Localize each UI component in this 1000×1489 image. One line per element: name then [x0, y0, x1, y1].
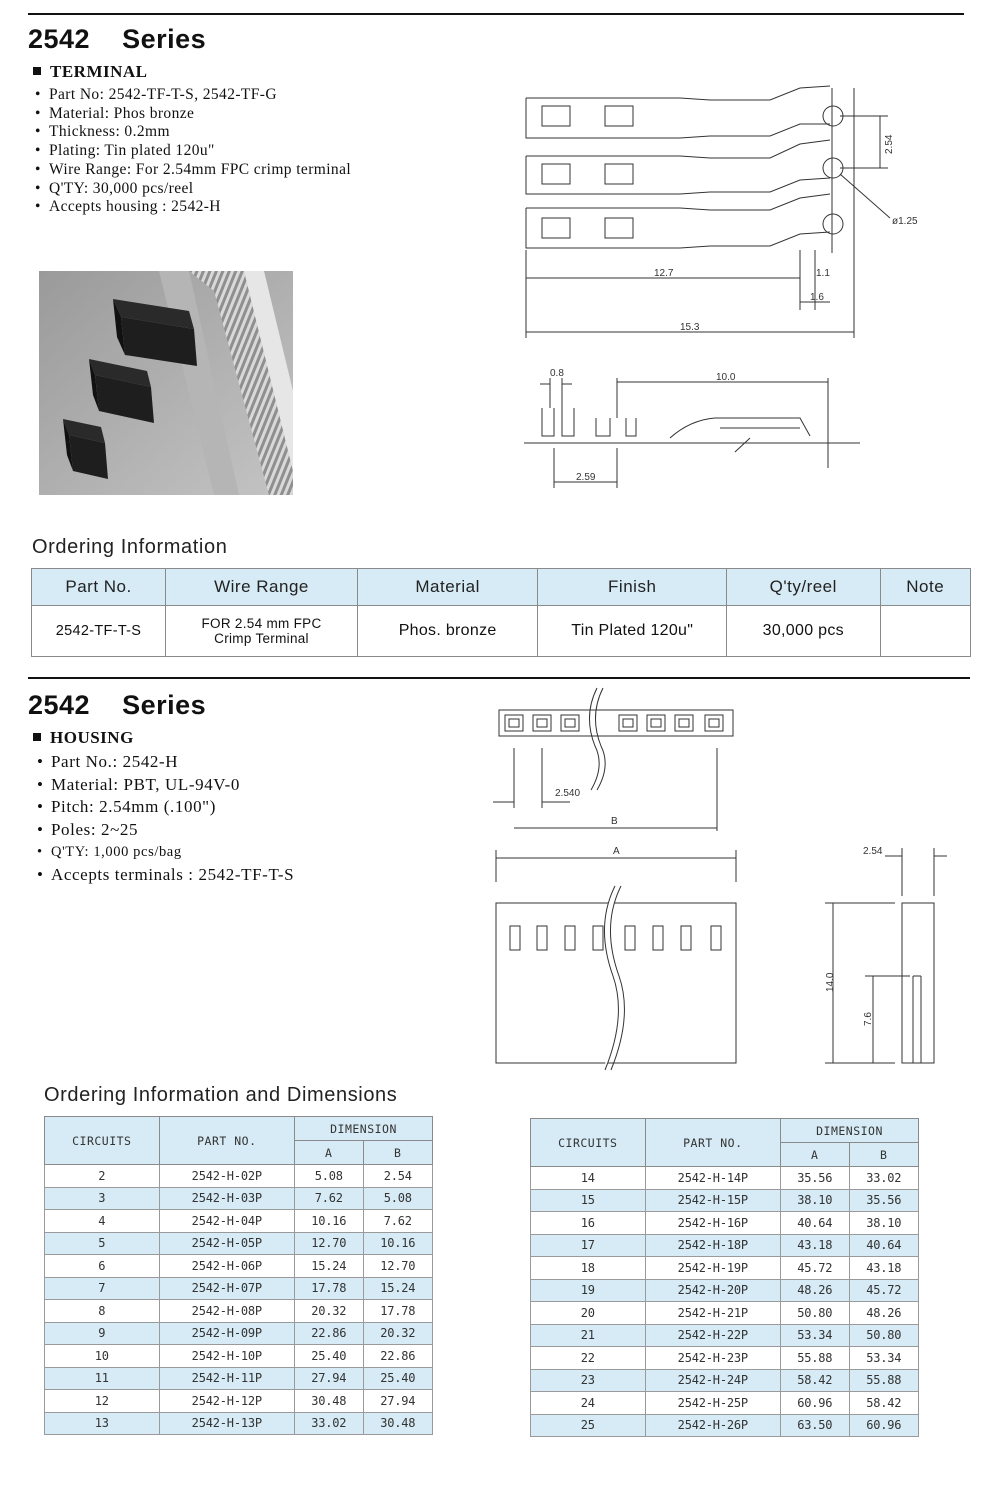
cell-b: 10.16	[363, 1232, 432, 1255]
cell-part-no: 2542-H-11P	[159, 1367, 294, 1390]
spec-item: • Material: Phos bronze	[33, 105, 351, 124]
col-wire-range: Wire Range	[166, 569, 358, 606]
table-row	[531, 1257, 919, 1280]
table-row	[45, 1300, 433, 1323]
spec-item: • Q'TY: 1,000 pcs/bag	[35, 841, 294, 864]
cell-material: Phos. bronze	[357, 606, 537, 657]
col-dimension: DIMENSION	[295, 1117, 433, 1141]
cell-b: 25.40	[363, 1367, 432, 1390]
series-word: Series	[122, 24, 207, 54]
cell-part-no: 2542-H-08P	[159, 1300, 294, 1323]
col-part-no: PART NO.	[645, 1119, 780, 1167]
cell-a: 33.02	[295, 1412, 364, 1435]
cell-b: 2.54	[363, 1165, 432, 1188]
table-row	[531, 1392, 919, 1415]
bullet-square-icon	[33, 733, 41, 741]
table-row	[531, 1369, 919, 1392]
cell-b: 30.48	[363, 1412, 432, 1435]
cell-part-no: 2542-TF-T-S	[32, 606, 166, 657]
cell-a: 48.26	[781, 1279, 850, 1302]
cell-circuits: 22	[531, 1347, 646, 1370]
spec-item: • Part No: 2542-TF-T-S, 2542-TF-G	[33, 86, 351, 105]
col-finish: Finish	[538, 569, 727, 606]
cell-circuits: 23	[531, 1369, 646, 1392]
col-a: A	[295, 1141, 364, 1165]
col-part-no: PART NO.	[159, 1117, 294, 1165]
dim-pitch: 2.54	[884, 134, 895, 154]
table-row	[531, 1347, 919, 1370]
cell-a: 22.86	[295, 1322, 364, 1345]
cell-part-no: 2542-H-21P	[645, 1302, 780, 1325]
dimension-rows-right	[531, 1167, 919, 1437]
series-number: 2542	[28, 690, 91, 720]
dim-housing-pitch: 2.540	[555, 788, 581, 799]
cell-circuits: 3	[45, 1187, 160, 1210]
table-row	[531, 1167, 919, 1190]
housing-series-title	[28, 690, 206, 721]
cell-b: 50.80	[849, 1324, 918, 1347]
dim-height: 14.0	[825, 972, 836, 992]
cell-b: 12.70	[363, 1255, 432, 1278]
spec-item: • Poles: 2~25	[35, 819, 294, 842]
cell-a: 55.88	[781, 1347, 850, 1370]
cell-a: 12.70	[295, 1232, 364, 1255]
table-row	[531, 1279, 919, 1302]
cell-b: 35.56	[849, 1189, 918, 1212]
cell-part-no: 2542-H-18P	[645, 1234, 780, 1257]
cell-part-no: 2542-H-15P	[645, 1189, 780, 1212]
table-row	[531, 1189, 919, 1212]
cell-circuits: 15	[531, 1189, 646, 1212]
terminal-drawing	[510, 78, 950, 488]
cell-part-no: 2542-H-23P	[645, 1347, 780, 1370]
dim-b: B	[611, 816, 618, 827]
dim-a: A	[613, 846, 620, 857]
spec-item: • Pitch: 2.54mm (.100")	[35, 796, 294, 819]
cell-finish: Tin Plated 120u"	[538, 606, 727, 657]
cell-b: 33.02	[849, 1167, 918, 1190]
cell-circuits: 21	[531, 1324, 646, 1347]
table-row	[531, 1234, 919, 1257]
spec-item: • Plating: Tin plated 120u"	[33, 142, 351, 161]
table-row	[45, 1322, 433, 1345]
cell-a: 63.50	[781, 1414, 850, 1437]
dim-153: 15.3	[680, 322, 700, 333]
product-photo	[39, 271, 293, 495]
spec-item: • Thickness: 0.2mm	[33, 123, 351, 142]
cell-circuits: 10	[45, 1345, 160, 1368]
cell-b: 53.34	[849, 1347, 918, 1370]
cell-a: 17.78	[295, 1277, 364, 1300]
table-row	[45, 1255, 433, 1278]
cell-b: 15.24	[363, 1277, 432, 1300]
cell-circuits: 11	[45, 1367, 160, 1390]
cell-b: 5.08	[363, 1187, 432, 1210]
cell-b: 17.78	[363, 1300, 432, 1323]
cell-circuits: 9	[45, 1322, 160, 1345]
cell-circuits: 18	[531, 1257, 646, 1280]
terminal-section-heading	[33, 62, 148, 82]
dim-259: 2.59	[576, 472, 596, 483]
cell-part-no: 2542-H-07P	[159, 1277, 294, 1300]
cell-b: 27.94	[363, 1390, 432, 1413]
cell-a: 38.10	[781, 1189, 850, 1212]
terminal-pin-bottom	[526, 194, 830, 248]
table-row	[45, 1390, 433, 1413]
cell-a: 15.24	[295, 1255, 364, 1278]
cell-circuits: 14	[531, 1167, 646, 1190]
spec-item: • Material: PBT, UL-94V-0	[35, 774, 294, 797]
cell-part-no: 2542-H-05P	[159, 1232, 294, 1255]
table-row	[45, 1210, 433, 1233]
middle-rule	[28, 677, 970, 679]
ordering-table	[31, 568, 971, 657]
cell-b: 45.72	[849, 1279, 918, 1302]
col-note: Note	[880, 569, 971, 606]
wire-range-line2: Crimp Terminal	[214, 631, 309, 646]
cell-part-no: 2542-H-16P	[645, 1212, 780, 1235]
dimension-table-left	[44, 1116, 433, 1435]
spec-item: • Q'TY: 30,000 pcs/reel	[33, 180, 351, 199]
cell-part-no: 2542-H-12P	[159, 1390, 294, 1413]
cell-circuits: 7	[45, 1277, 160, 1300]
table-row	[531, 1302, 919, 1325]
cell-part-no: 2542-H-19P	[645, 1257, 780, 1280]
table-row	[45, 1367, 433, 1390]
col-circuits: CIRCUITS	[531, 1119, 646, 1167]
cell-b: 38.10	[849, 1212, 918, 1235]
cell-a: 45.72	[781, 1257, 850, 1280]
cell-a: 20.32	[295, 1300, 364, 1323]
dim-hole: ø1.25	[892, 216, 918, 227]
housing-drawing	[485, 686, 955, 1071]
cell-part-no: 2542-H-26P	[645, 1414, 780, 1437]
spec-item: • Wire Range: For 2.54mm FPC crimp terminal	[33, 161, 351, 180]
spec-item: • Accepts housing : 2542-H	[33, 198, 351, 217]
housing-top-cavities	[505, 715, 723, 731]
section-title: HOUSING	[50, 728, 134, 747]
cell-b: 20.32	[363, 1322, 432, 1345]
cell-circuits: 20	[531, 1302, 646, 1325]
col-a: A	[781, 1143, 850, 1167]
dim-127: 12.7	[654, 268, 674, 279]
cell-part-no: 2542-H-14P	[645, 1167, 780, 1190]
cell-a: 53.34	[781, 1324, 850, 1347]
cell-a: 7.62	[295, 1187, 364, 1210]
cell-part-no: 2542-H-10P	[159, 1345, 294, 1368]
dimension-rows-left	[45, 1165, 433, 1435]
cell-a: 5.08	[295, 1165, 364, 1188]
terminal-series-title	[28, 24, 206, 55]
cell-b: 55.88	[849, 1369, 918, 1392]
ordering-title: Ordering Information	[32, 536, 228, 558]
col-b: B	[849, 1143, 918, 1167]
cell-wire-range	[166, 606, 358, 657]
dimension-table-right	[530, 1118, 919, 1437]
cell-circuits: 5	[45, 1232, 160, 1255]
spec-item: • Accepts terminals : 2542-TF-T-S	[35, 864, 294, 887]
dim-inner: 7.6	[863, 1012, 874, 1026]
cell-circuits: 4	[45, 1210, 160, 1233]
cell-a: 27.94	[295, 1367, 364, 1390]
cell-a: 43.18	[781, 1234, 850, 1257]
cell-circuits: 17	[531, 1234, 646, 1257]
wire-range-line1: FOR 2.54 mm FPC	[201, 616, 322, 631]
dimensions-title: Ordering Information and Dimensions	[44, 1084, 398, 1106]
cell-circuits: 6	[45, 1255, 160, 1278]
cell-circuits: 8	[45, 1300, 160, 1323]
spec-item: • Part No.: 2542-H	[35, 751, 294, 774]
top-rule	[28, 13, 964, 15]
table-row	[45, 1165, 433, 1188]
cell-b: 58.42	[849, 1392, 918, 1415]
col-dimension: DIMENSION	[781, 1119, 919, 1143]
table-row	[45, 1345, 433, 1368]
cell-a: 58.42	[781, 1369, 850, 1392]
cell-part-no: 2542-H-13P	[159, 1412, 294, 1435]
col-part-no: Part No.	[32, 569, 166, 606]
cell-circuits: 19	[531, 1279, 646, 1302]
cell-circuits: 24	[531, 1392, 646, 1415]
cell-circuits: 13	[45, 1412, 160, 1435]
cell-a: 40.64	[781, 1212, 850, 1235]
cell-b: 40.64	[849, 1234, 918, 1257]
cell-qty: 30,000 pcs	[727, 606, 880, 657]
cell-a: 10.16	[295, 1210, 364, 1233]
cell-part-no: 2542-H-25P	[645, 1392, 780, 1415]
table-row	[45, 1187, 433, 1210]
cell-part-no: 2542-H-02P	[159, 1165, 294, 1188]
housing-front-slots	[510, 926, 721, 950]
dim-100: 10.0	[716, 372, 736, 383]
cell-a: 25.40	[295, 1345, 364, 1368]
bullet-square-icon	[33, 67, 41, 75]
table-row	[45, 1412, 433, 1435]
table-row	[45, 1277, 433, 1300]
cell-b: 48.26	[849, 1302, 918, 1325]
col-qty: Q'ty/reel	[727, 569, 880, 606]
cell-part-no: 2542-H-06P	[159, 1255, 294, 1278]
cell-a: 60.96	[781, 1392, 850, 1415]
cell-part-no: 2542-H-22P	[645, 1324, 780, 1347]
cell-part-no: 2542-H-20P	[645, 1279, 780, 1302]
section-title: TERMINAL	[50, 62, 148, 81]
series-number: 2542	[28, 24, 91, 54]
series-word: Series	[122, 690, 207, 720]
table-row	[531, 1324, 919, 1347]
cell-part-no: 2542-H-24P	[645, 1369, 780, 1392]
cell-part-no: 2542-H-04P	[159, 1210, 294, 1233]
terminal-pin-top	[526, 86, 830, 138]
dim-08: 0.8	[550, 368, 564, 379]
cell-part-no: 2542-H-09P	[159, 1322, 294, 1345]
table-row	[531, 1414, 919, 1437]
cell-a: 30.48	[295, 1390, 364, 1413]
col-circuits: CIRCUITS	[45, 1117, 160, 1165]
cell-b: 7.62	[363, 1210, 432, 1233]
cell-a: 50.80	[781, 1302, 850, 1325]
table-row	[32, 606, 971, 657]
cell-circuits: 2	[45, 1165, 160, 1188]
cell-circuits: 25	[531, 1414, 646, 1437]
cell-note	[880, 606, 971, 657]
terminal-spec-list	[33, 86, 351, 217]
cell-part-no: 2542-H-03P	[159, 1187, 294, 1210]
housing-section-heading	[33, 728, 134, 748]
cell-b: 43.18	[849, 1257, 918, 1280]
dim-16: 1.6	[810, 292, 824, 303]
housing-spec-list	[35, 751, 294, 886]
dim-11: 1.1	[816, 268, 830, 279]
cell-circuits: 12	[45, 1390, 160, 1413]
cell-b: 22.86	[363, 1345, 432, 1368]
cell-b: 60.96	[849, 1414, 918, 1437]
dim-side-width: 2.54	[863, 846, 883, 857]
table-row	[45, 1232, 433, 1255]
cell-a: 35.56	[781, 1167, 850, 1190]
col-material: Material	[357, 569, 537, 606]
cell-circuits: 16	[531, 1212, 646, 1235]
col-b: B	[363, 1141, 432, 1165]
terminal-pin-mid	[526, 140, 830, 194]
table-row	[531, 1212, 919, 1235]
